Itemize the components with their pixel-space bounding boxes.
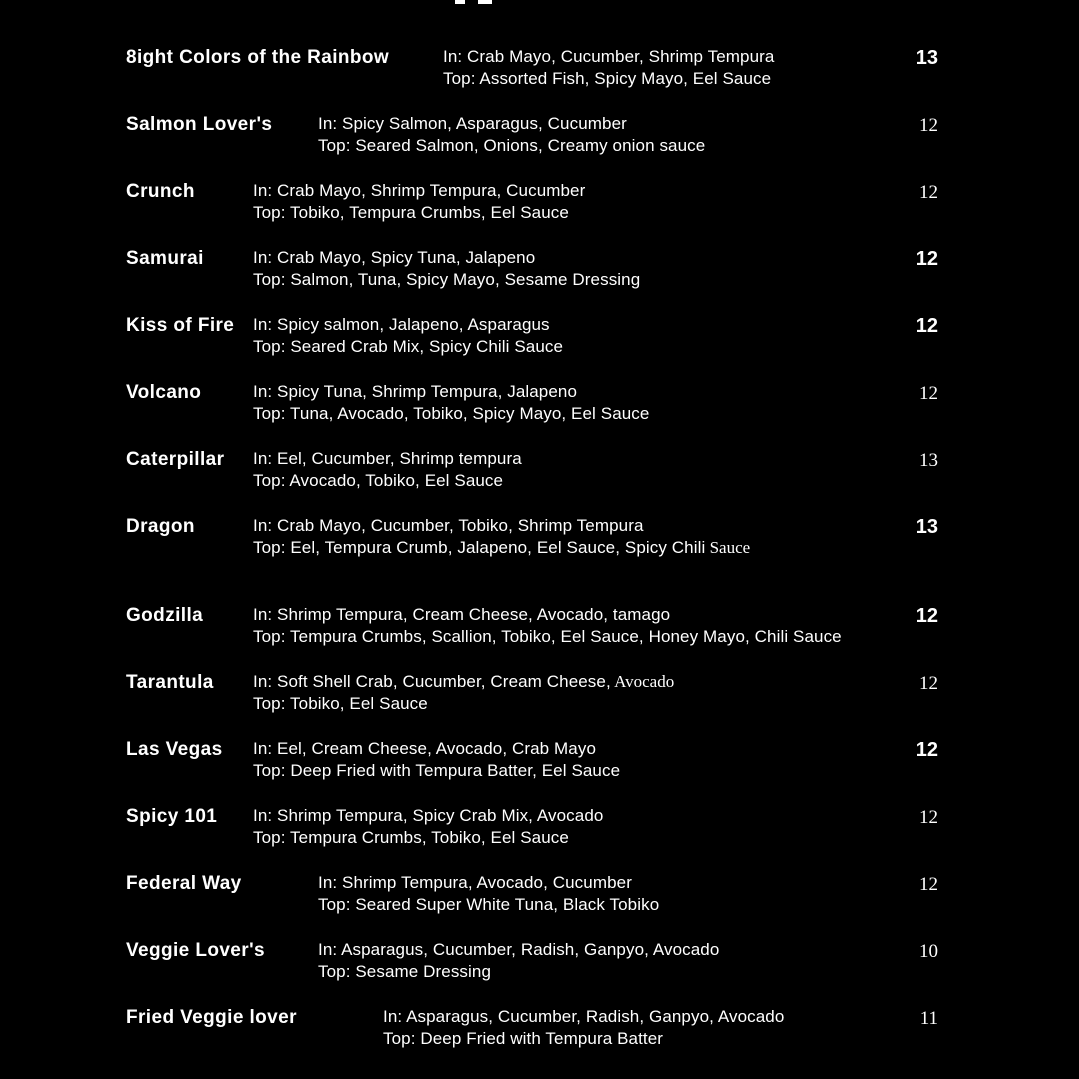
item-price: 13: [915, 516, 938, 538]
item-description: [318, 939, 892, 982]
item-name: 8ight Colors of the Rainbow: [126, 47, 390, 68]
item-ingredients-top: [253, 470, 892, 492]
item-in-text: In: Soft Shell Crab, Cucumber, Cream Cheese,: [253, 672, 611, 691]
item-name: Salmon Lover's: [126, 114, 273, 135]
item-description: [253, 515, 892, 558]
item-ingredients-top: [253, 626, 892, 648]
item-description: [318, 872, 892, 915]
item-ingredients-top: [253, 202, 892, 224]
item-description: [443, 46, 892, 89]
item-price: 12: [919, 874, 938, 895]
item-in-text: In: Asparagus, Cucumber, Radish, Ganpyo, Avocado: [383, 1007, 785, 1026]
menu-item: [126, 314, 938, 357]
item-in-text: In: Crab Mayo, Cucumber, Shrimp Tempura: [443, 47, 775, 66]
item-in-text: In: Shrimp Tempura, Avocado, Cucumber: [318, 873, 632, 892]
item-ingredients-in: [253, 738, 892, 760]
menu-item: [126, 939, 938, 982]
item-top-text: Top: Tempura Crumbs, Scallion, Tobiko, Eel Sauce, Honey Mayo, Chili Sauce: [253, 626, 842, 646]
item-name: Federal Way: [126, 873, 242, 894]
item-description: [318, 113, 892, 156]
item-name: Samurai: [126, 248, 204, 269]
menu-item: [126, 671, 938, 714]
item-price: 13: [919, 450, 938, 471]
item-ingredients-in: [253, 314, 892, 336]
item-in-text: In: Crab Mayo, Shrimp Tempura, Cucumber: [253, 181, 586, 200]
item-description: [253, 805, 892, 848]
item-ingredients-top: [318, 961, 892, 983]
item-in-text: In: Shrimp Tempura, Cream Cheese, Avocado, tamago: [253, 605, 671, 624]
item-ingredients-top: [253, 537, 892, 559]
item-price: 12: [919, 383, 938, 404]
item-name: Caterpillar: [126, 449, 225, 470]
item-ingredients-in: [253, 247, 892, 269]
item-in-text: In: Shrimp Tempura, Spicy Crab Mix, Avocado: [253, 806, 604, 825]
item-ingredients-in: [253, 604, 892, 626]
item-name: Veggie Lover's: [126, 940, 265, 961]
item-top-text: Top: Tobiko, Tempura Crumbs, Eel Sauce: [253, 202, 569, 222]
item-in-text: In: Spicy Tuna, Shrimp Tempura, Jalapeno: [253, 382, 578, 401]
item-top-text: Top: Salmon, Tuna, Spicy Mayo, Sesame Dressing: [253, 269, 641, 289]
item-name: Tarantula: [126, 672, 214, 693]
item-in-text: In: Eel, Cream Cheese, Avocado, Crab Mayo: [253, 739, 597, 758]
item-price: 10: [919, 941, 938, 962]
item-top-text: Top: Deep Fried with Tempura Batter, Eel Sauce: [253, 760, 621, 780]
item-name: Godzilla: [126, 605, 204, 626]
menu-item: [126, 515, 938, 558]
item-ingredients-top: [443, 68, 892, 90]
item-name: Dragon: [126, 516, 195, 537]
item-top-text: Top: Deep Fried with Tempura Batter: [383, 1028, 664, 1048]
item-price: 12: [919, 807, 938, 828]
menu-item: [126, 738, 938, 781]
item-ingredients-top: [318, 135, 892, 157]
menu-item: [126, 381, 938, 424]
item-name: Kiss of Fire: [126, 315, 235, 336]
item-price: 12: [919, 182, 938, 203]
item-ingredients-top: [253, 336, 892, 358]
item-top-text: Top: Tempura Crumbs, Tobiko, Eel Sauce: [253, 827, 569, 847]
item-price: 12: [915, 248, 938, 270]
item-top-text: Top: Tuna, Avocado, Tobiko, Spicy Mayo, Eel Sauce: [253, 403, 650, 423]
item-in-text: In: Asparagus, Cucumber, Radish, Ganpyo, Avocado: [318, 940, 720, 959]
item-price: 13: [915, 47, 938, 69]
menu-item: [126, 448, 938, 491]
item-description: [253, 180, 892, 223]
menu-item: [126, 872, 938, 915]
item-ingredients-in: [253, 448, 892, 470]
menu-item: [126, 1006, 938, 1049]
item-name: Fried Veggie lover: [126, 1007, 297, 1028]
item-description: [253, 448, 892, 491]
item-top-text: Top: Avocado, Tobiko, Eel Sauce: [253, 470, 504, 490]
item-description: [253, 314, 892, 357]
item-ingredients-in: [253, 805, 892, 827]
item-name: Las Vegas: [126, 739, 223, 760]
item-price: 11: [919, 1008, 938, 1029]
item-in-text: In: Spicy Salmon, Asparagus, Cucumber: [318, 114, 627, 133]
menu-item: [126, 180, 938, 223]
item-ingredients-in: [318, 939, 892, 961]
menu-item: [126, 805, 938, 848]
item-top-text: Top: Tobiko, Eel Sauce: [253, 693, 428, 713]
item-top-text: Top: Seared Crab Mix, Spicy Chili Sauce: [253, 336, 564, 356]
item-ingredients-top: [253, 403, 892, 425]
item-in-text: In: Crab Mayo, Spicy Tuna, Jalapeno: [253, 248, 536, 267]
item-ingredients-in: [253, 515, 892, 537]
menu-item: [126, 46, 938, 89]
item-description: [253, 604, 892, 647]
menu-item: [126, 247, 938, 290]
item-description: [383, 1006, 892, 1049]
cropped-heading-fragment: [478, 0, 492, 4]
item-ingredients-in: [253, 671, 892, 693]
item-ingredients-in: [318, 113, 892, 135]
item-price: 12: [919, 673, 938, 694]
item-top-text: Top: Seared Salmon, Onions, Creamy onion sauce: [318, 135, 706, 155]
item-in-suffix: Avocado: [610, 672, 675, 691]
item-top-text: Top: Sesame Dressing: [318, 961, 492, 981]
item-description: [253, 247, 892, 290]
item-price: 12: [915, 739, 938, 761]
menu-item: [126, 113, 938, 156]
menu-item: [126, 604, 938, 647]
item-ingredients-top: [253, 827, 892, 849]
item-in-text: In: Spicy salmon, Jalapeno, Asparagus: [253, 315, 550, 334]
item-price: 12: [919, 115, 938, 136]
item-description: [253, 381, 892, 424]
item-ingredients-top: [318, 894, 892, 916]
item-ingredients-top: [253, 760, 892, 782]
item-ingredients-in: [253, 381, 892, 403]
item-top-suffix: Sauce: [705, 537, 751, 557]
item-name: Volcano: [126, 382, 202, 403]
item-top-text: Top: Seared Super White Tuna, Black Tobiko: [318, 894, 660, 914]
item-top-text: Top: Assorted Fish, Spicy Mayo, Eel Sauce: [443, 68, 772, 88]
item-in-text: In: Crab Mayo, Cucumber, Tobiko, Shrimp Tempura: [253, 516, 644, 535]
item-ingredients-in: [443, 46, 892, 68]
item-name: Spicy 101: [126, 806, 218, 827]
item-ingredients-in: [383, 1006, 892, 1028]
cropped-heading-fragment: [455, 0, 465, 4]
item-price: 12: [915, 315, 938, 337]
item-ingredients-top: [383, 1028, 892, 1050]
item-ingredients-in: [318, 872, 892, 894]
item-in-text: In: Eel, Cucumber, Shrimp tempura: [253, 449, 522, 468]
item-ingredients-top: [253, 269, 892, 291]
item-ingredients-top: [253, 693, 892, 715]
item-price: 12: [915, 605, 938, 627]
item-name: Crunch: [126, 181, 195, 202]
item-description: [253, 671, 892, 714]
item-top-text: Top: Eel, Tempura Crumb, Jalapeno, Eel Sauce, Spicy Chili: [253, 537, 706, 557]
item-ingredients-in: [253, 180, 892, 202]
item-description: [253, 738, 892, 781]
